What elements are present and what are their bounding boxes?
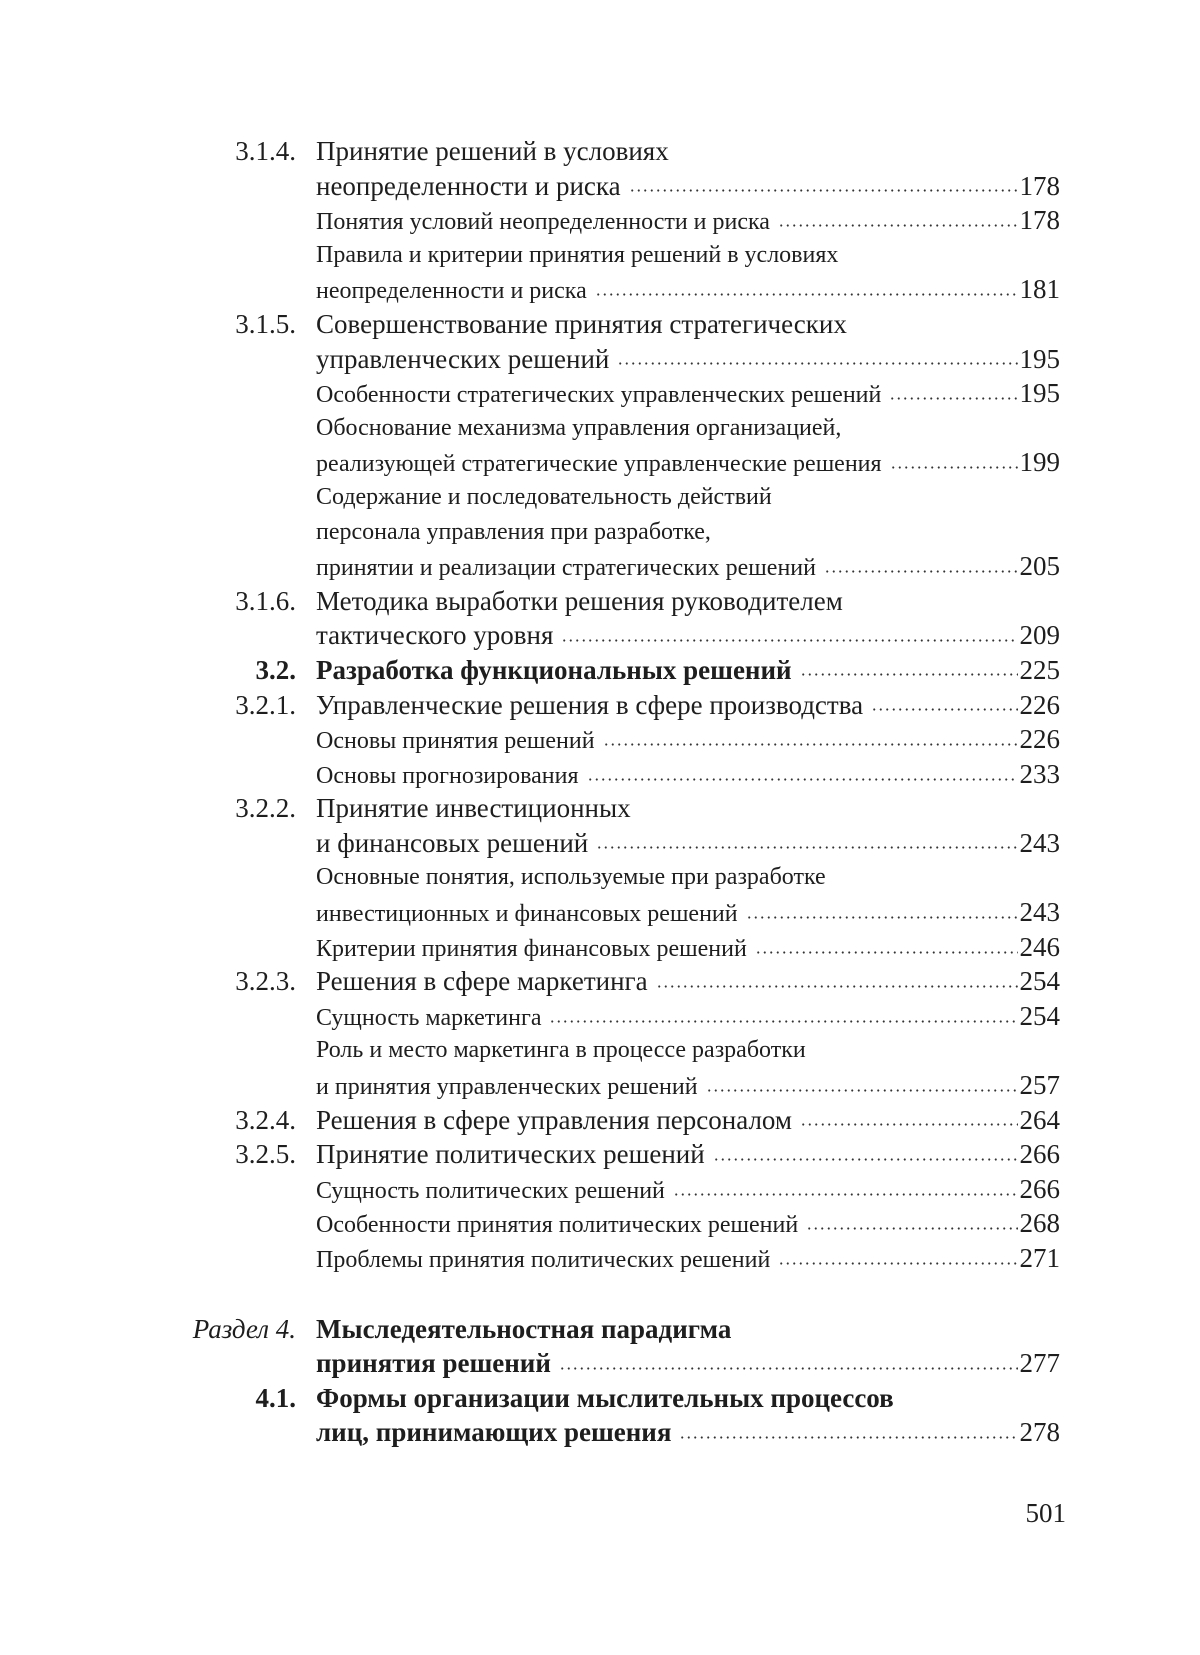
dot-leader bbox=[746, 914, 1018, 921]
toc-subentry[interactable] bbox=[0, 722, 1200, 757]
toc-line bbox=[316, 272, 1060, 309]
entry-title: Формы организации мыслительных процессов bbox=[316, 1382, 894, 1413]
toc-subentry[interactable] bbox=[0, 757, 1200, 792]
dot-leader bbox=[778, 222, 1018, 229]
toc-line bbox=[316, 1068, 1060, 1105]
page-ref: 278 bbox=[1019, 1417, 1060, 1448]
page-ref: 243 bbox=[1019, 827, 1060, 858]
toc-subentry[interactable] bbox=[0, 999, 1200, 1034]
entry-title: и принятия управленческих решений bbox=[316, 1074, 698, 1101]
page-ref: 254 bbox=[1019, 966, 1060, 997]
dot-leader bbox=[549, 1018, 1017, 1025]
entry-title: реализующей стратегические управленческие решения bbox=[316, 451, 882, 478]
dot-leader bbox=[587, 776, 1018, 783]
toc-line bbox=[316, 1206, 1060, 1243]
toc-line bbox=[316, 791, 1060, 826]
toc-entry-3-2-5[interactable] bbox=[0, 1137, 1200, 1172]
entry-title: Проблемы принятия политических решений bbox=[316, 1247, 771, 1273]
entry-title: Принятие инвестиционных bbox=[316, 793, 631, 824]
toc-line bbox=[316, 515, 1060, 550]
page-ref: 268 bbox=[1019, 1208, 1060, 1239]
toc-subentry[interactable] bbox=[0, 203, 1200, 238]
toc-entry-3-1-5[interactable] bbox=[0, 307, 1200, 342]
toc-subentry[interactable] bbox=[0, 1033, 1200, 1068]
section-number: 3.2.4. bbox=[235, 1104, 296, 1135]
toc-line bbox=[316, 203, 1060, 240]
page-ref: 226 bbox=[1019, 689, 1060, 720]
entry-title: Принятие политических решений bbox=[316, 1139, 705, 1170]
page-ref: 264 bbox=[1019, 1104, 1060, 1135]
toc-subentry[interactable] bbox=[0, 1172, 1200, 1207]
toc-subentry[interactable] bbox=[0, 930, 1200, 965]
toc-line bbox=[316, 376, 1060, 413]
entry-title: Правила и критерии принятия решений в условиях bbox=[316, 241, 839, 268]
toc-subentry[interactable] bbox=[0, 1241, 1200, 1276]
toc-line bbox=[316, 134, 1060, 169]
entry-title: неопределенности и риска bbox=[316, 278, 587, 305]
entry-title: Мыследеятельностная парадигма bbox=[316, 1313, 732, 1344]
toc-line bbox=[316, 307, 1060, 342]
toc-subentry[interactable] bbox=[0, 860, 1200, 895]
page-ref: 226 bbox=[1019, 724, 1060, 755]
section-number: Раздел 4. bbox=[192, 1313, 296, 1344]
toc-line bbox=[316, 722, 1060, 759]
entry-title: Основы прогнозирования bbox=[316, 762, 579, 789]
section-number: 3.2. bbox=[255, 654, 296, 685]
section-number: 3.1.4. bbox=[235, 136, 296, 166]
entry-title: персонала управления при разработке, bbox=[316, 518, 711, 545]
section-number: 3.1.6. bbox=[235, 585, 296, 616]
dot-leader bbox=[617, 359, 1017, 367]
entry-title: принятия решений bbox=[316, 1348, 551, 1379]
toc-entry-3-2-3[interactable] bbox=[0, 964, 1200, 999]
toc-line bbox=[316, 1381, 1060, 1416]
entry-title: Роль и место маркетинга в процессе разработки bbox=[316, 1037, 806, 1064]
dot-leader bbox=[706, 1087, 1018, 1094]
entry-title: Методика выработки решения руководителем bbox=[316, 585, 843, 616]
page-ref: 205 bbox=[1019, 551, 1060, 582]
dot-leader bbox=[603, 741, 1018, 748]
dot-leader bbox=[806, 1225, 1017, 1232]
page-ref: 246 bbox=[1019, 931, 1060, 962]
page-ref: 178 bbox=[1019, 205, 1060, 236]
entry-title: неопределенности и риска bbox=[316, 170, 621, 201]
entry-title: Управленческие решения в сфере производства bbox=[316, 689, 864, 720]
page-ref: 277 bbox=[1019, 1348, 1060, 1379]
page-ref: 233 bbox=[1019, 758, 1060, 789]
entry-title: и финансовых решений bbox=[316, 827, 589, 858]
dot-leader bbox=[824, 568, 1018, 575]
toc-line bbox=[316, 549, 1060, 586]
entry-title: Сущность маркетинга bbox=[316, 1004, 542, 1031]
page-ref: 178 bbox=[1019, 170, 1060, 201]
table-of-contents bbox=[0, 134, 1200, 1450]
section-number: 4.1. bbox=[255, 1382, 296, 1413]
page-ref: 195 bbox=[1019, 378, 1060, 409]
toc-subentry[interactable] bbox=[0, 411, 1200, 446]
toc-entry-3-1-4[interactable] bbox=[0, 134, 1200, 169]
toc-line bbox=[316, 688, 1060, 723]
page-ref: 209 bbox=[1019, 620, 1060, 651]
toc-line bbox=[316, 342, 1060, 377]
dot-leader bbox=[871, 705, 1017, 713]
page-ref: 181 bbox=[1019, 274, 1060, 305]
toc-line bbox=[316, 480, 1060, 515]
page-ref: 257 bbox=[1019, 1070, 1060, 1101]
dot-leader bbox=[778, 1260, 1017, 1267]
section-number: 3.2.5. bbox=[235, 1139, 296, 1170]
section-number: 3.1.5. bbox=[235, 308, 296, 339]
toc-entry-4-1[interactable] bbox=[0, 1381, 1200, 1416]
entry-title: Критерии принятия финансовых решений bbox=[316, 935, 747, 962]
section-number: 3.2.3. bbox=[235, 966, 296, 997]
toc-line bbox=[316, 1415, 1060, 1450]
toc-line bbox=[316, 1103, 1060, 1138]
page-ref: 225 bbox=[1019, 654, 1060, 685]
toc-entry-3-2[interactable] bbox=[0, 653, 1200, 688]
entry-title: Особенности стратегических управленческих решений bbox=[316, 382, 882, 409]
entry-title: Принятие решений в условиях bbox=[316, 136, 669, 166]
toc-entry-3-2-4[interactable] bbox=[0, 1103, 1200, 1138]
toc-line bbox=[316, 445, 1060, 482]
page-ref: 271 bbox=[1019, 1243, 1060, 1273]
entry-title: Совершенствование принятия стратегических bbox=[316, 308, 847, 339]
entry-title: лиц, принимающих решения bbox=[316, 1417, 672, 1448]
toc-line bbox=[316, 1172, 1060, 1209]
entry-title: Содержание и последовательность действий bbox=[316, 483, 772, 510]
toc-line bbox=[316, 169, 1060, 204]
toc-line bbox=[316, 1312, 1060, 1347]
dot-leader bbox=[673, 1191, 1018, 1198]
section-number: 3.2.1. bbox=[235, 689, 296, 720]
toc-line bbox=[316, 238, 1060, 273]
entry-title: Решения в сфере управления персоналом bbox=[316, 1104, 792, 1135]
toc-entry-3-1-6[interactable] bbox=[0, 584, 1200, 619]
toc-line bbox=[316, 999, 1060, 1036]
page-ref: 199 bbox=[1019, 447, 1060, 478]
page-ref: 266 bbox=[1019, 1139, 1060, 1170]
toc-line bbox=[316, 930, 1060, 967]
toc-line bbox=[316, 584, 1060, 619]
entry-title: Разработка функциональных решений bbox=[316, 654, 792, 685]
toc-line bbox=[316, 757, 1060, 794]
toc-line bbox=[316, 653, 1060, 688]
toc-line bbox=[316, 895, 1060, 932]
entry-title: Особенности принятия политических решений bbox=[316, 1212, 799, 1239]
entry-title: Сущность политических решений bbox=[316, 1177, 665, 1204]
toc-entry-part-4[interactable] bbox=[0, 1312, 1200, 1347]
page-number: 501 bbox=[1025, 1498, 1066, 1528]
dot-leader bbox=[679, 1433, 1017, 1441]
section-number: 3.2.2. bbox=[235, 793, 296, 824]
dot-leader bbox=[595, 291, 1018, 298]
page-ref: 243 bbox=[1019, 897, 1060, 928]
entry-title: инвестиционных и финансовых решений bbox=[316, 901, 738, 928]
entry-title: тактического уровня bbox=[316, 620, 554, 651]
entry-title: Понятия условий неопределенности и риска bbox=[316, 209, 770, 236]
toc-subentry[interactable] bbox=[0, 480, 1200, 515]
toc-subentry[interactable] bbox=[0, 1206, 1200, 1241]
toc-line bbox=[316, 1033, 1060, 1068]
dot-leader bbox=[800, 671, 1018, 679]
toc-entry-3-2-2[interactable] bbox=[0, 791, 1200, 826]
entry-title: управленческих решений bbox=[316, 343, 610, 374]
dot-leader bbox=[596, 844, 1017, 852]
toc-subentry[interactable] bbox=[0, 238, 1200, 273]
section-gap bbox=[0, 1276, 1200, 1312]
dot-leader bbox=[713, 1155, 1018, 1163]
toc-line bbox=[316, 411, 1060, 446]
entry-title: принятии и реализации стратегических решений bbox=[316, 555, 816, 582]
toc-line bbox=[316, 1346, 1060, 1381]
page-ref: 195 bbox=[1019, 343, 1060, 374]
dot-leader bbox=[629, 187, 1018, 195]
page-ref: 254 bbox=[1019, 1000, 1060, 1031]
toc-line bbox=[316, 860, 1060, 895]
dot-leader bbox=[559, 1364, 1018, 1372]
entry-title: Основы принятия решений bbox=[316, 728, 595, 755]
entry-title: Обоснование механизма управления организацией, bbox=[316, 414, 842, 441]
entry-title: Решения в сфере маркетинга bbox=[316, 966, 648, 997]
toc-subentry[interactable] bbox=[0, 376, 1200, 411]
toc-line bbox=[316, 618, 1060, 653]
dot-leader bbox=[561, 636, 1017, 644]
dot-leader bbox=[889, 395, 1017, 402]
dot-leader bbox=[890, 464, 1018, 471]
entry-title: Основные понятия, используемые при разработке bbox=[316, 864, 826, 891]
toc-line bbox=[316, 826, 1060, 861]
page-ref: 266 bbox=[1019, 1173, 1060, 1204]
dot-leader bbox=[656, 982, 1018, 990]
dot-leader bbox=[755, 948, 1018, 955]
toc-line bbox=[316, 964, 1060, 999]
toc-line bbox=[316, 1241, 1060, 1278]
toc-line bbox=[316, 1137, 1060, 1172]
dot-leader bbox=[800, 1121, 1018, 1129]
toc-entry-3-2-1[interactable] bbox=[0, 688, 1200, 723]
